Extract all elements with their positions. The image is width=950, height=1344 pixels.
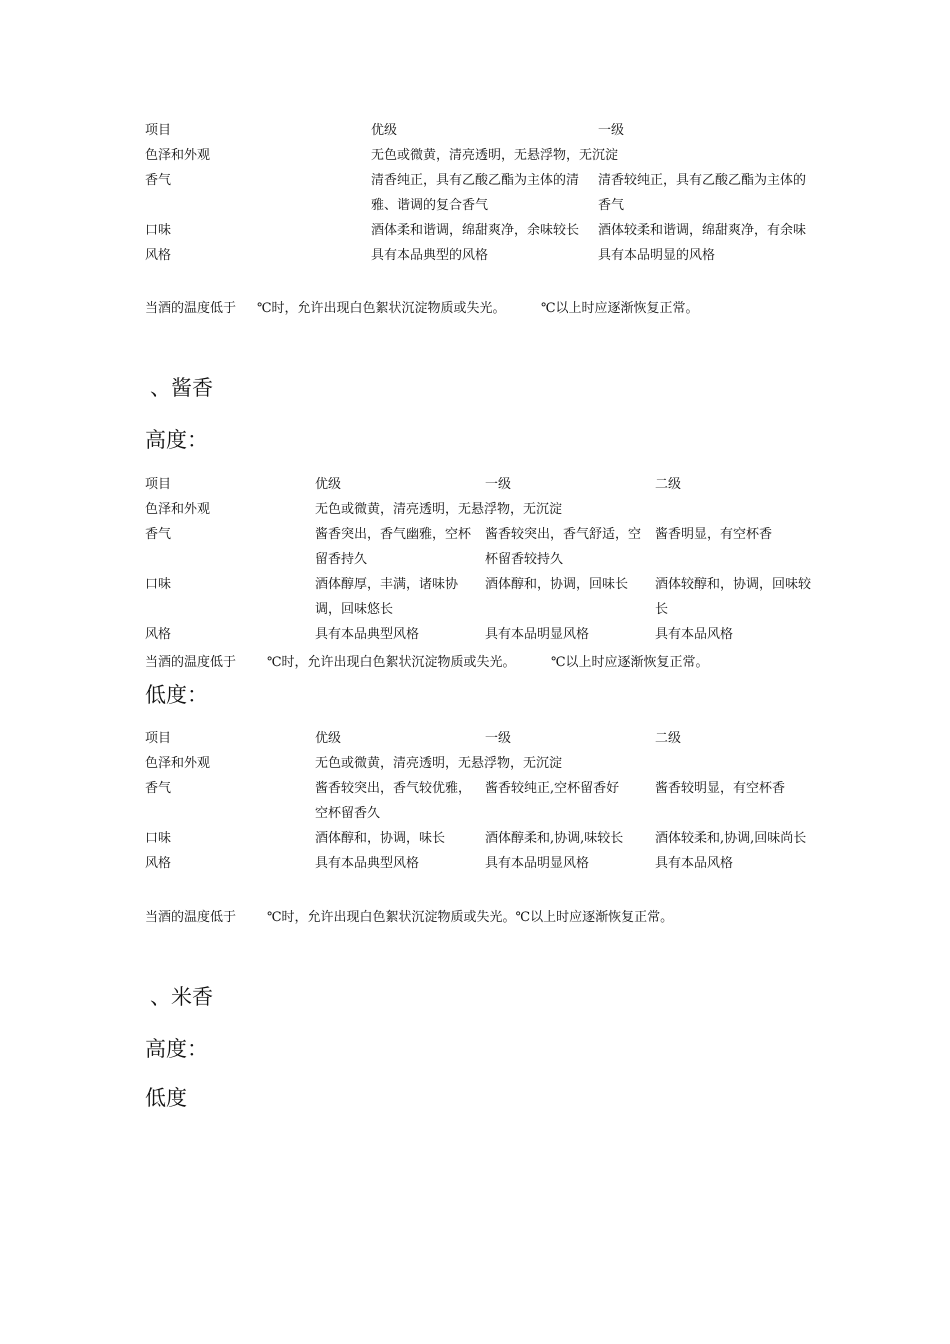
- table-header-row: [145, 472, 825, 497]
- row-grade-superior: 具有本品典型的风格: [371, 248, 489, 263]
- header-grade-first: 一级: [485, 477, 512, 492]
- row-grade-first: 酒体较柔和谐调，绵甜爽净，有余味: [598, 223, 807, 238]
- row-item-label: 风格: [145, 248, 172, 263]
- section-title-jiangxiang: 、酱香: [150, 376, 213, 400]
- header-grade-second: 二级: [655, 731, 682, 746]
- temperature-note: [145, 650, 709, 675]
- temperature-note: [145, 296, 699, 321]
- high-degree-label: 高度：: [145, 1037, 208, 1061]
- row-item-label: 口味: [145, 577, 172, 592]
- row-item-label: 色泽和外观: [145, 148, 211, 163]
- table-row: [145, 776, 825, 826]
- note-part1: 当酒的温度低于: [145, 910, 237, 925]
- row-item-label: 口味: [145, 831, 172, 846]
- header-grade-superior: 优级: [315, 731, 342, 746]
- row-grade-second: 酒体较柔和,协调,回味尚长: [655, 831, 807, 846]
- jiangxiang-low-table: [145, 726, 825, 876]
- row-grade-second: 具有本品风格: [655, 856, 734, 871]
- header-grade-second: 二级: [655, 477, 682, 492]
- table-row: [145, 851, 825, 876]
- note-part2: ℃时，允许出现白色絮状沉淀物质或失光。: [267, 655, 516, 670]
- table-row: [145, 522, 825, 572]
- row-item-label: 口味: [145, 223, 172, 238]
- table-row: [145, 572, 825, 622]
- low-degree-label: 低度: [145, 1086, 187, 1110]
- table-row: [145, 168, 825, 218]
- row-span-value: 无色或微黄，清亮透明，无悬浮物，无沉淀: [371, 148, 619, 163]
- row-grade-superior: 具有本品典型风格: [315, 856, 420, 871]
- row-item-label: 色泽和外观: [145, 502, 211, 517]
- note-part3: ℃以上时应逐渐恢复正常。: [541, 301, 699, 316]
- row-grade-first: 酒体醇和，协调，回味长: [485, 577, 629, 592]
- row-grade-second: 酒体较醇和，协调，回味较长: [655, 577, 812, 617]
- table-row: [145, 826, 825, 851]
- table-header-row: [145, 726, 825, 751]
- note-part1: 当酒的温度低于: [145, 655, 237, 670]
- row-item-label: 香气: [145, 527, 172, 542]
- table-row: [145, 143, 825, 168]
- jiangxiang-high-table: [145, 472, 825, 647]
- note-part1: 当酒的温度低于: [145, 301, 237, 316]
- row-grade-superior: 酒体柔和谐调，绵甜爽净，余味较长: [371, 223, 580, 238]
- header-grade-superior: 优级: [315, 477, 342, 492]
- row-grade-superior: 清香纯正，具有乙酸乙酯为主体的清雅、谐调的复合香气: [371, 173, 580, 213]
- row-grade-superior: 酱香较突出，香气较优雅，空杯留香久: [315, 781, 472, 821]
- row-span-value: 无色或微黄，清亮透明，无悬浮物，无沉淀: [315, 756, 563, 771]
- row-grade-first: 清香较纯正，具有乙酸乙酯为主体的香气: [598, 173, 807, 213]
- row-grade-first: 具有本品明显风格: [485, 856, 590, 871]
- row-item-label: 风格: [145, 627, 172, 642]
- temperature-note: [145, 905, 673, 930]
- table-row: [145, 243, 825, 268]
- table-row: [145, 751, 825, 776]
- header-item: 项目: [145, 477, 172, 492]
- row-item-label: 香气: [145, 173, 172, 188]
- row-grade-first: 酒体醇柔和,协调,味较长: [485, 831, 624, 846]
- row-span-value: 无色或微黄，清亮透明，无悬浮物，无沉淀: [315, 502, 563, 517]
- low-degree-label: 低度：: [145, 683, 208, 707]
- row-item-label: 香气: [145, 781, 172, 796]
- header-grade-first: 一级: [485, 731, 512, 746]
- row-grade-first: 酱香较突出，香气舒适，空杯留香较持久: [485, 527, 642, 567]
- row-grade-first: 酱香较纯正,空杯留香好: [485, 781, 620, 796]
- note-part3: ℃以上时应逐渐恢复正常。: [551, 655, 709, 670]
- row-grade-second: 酱香明显，有空杯香: [655, 527, 773, 542]
- header-item: 项目: [145, 123, 172, 138]
- table-row: [145, 497, 825, 522]
- row-item-label: 风格: [145, 856, 172, 871]
- row-grade-second: 具有本品风格: [655, 627, 734, 642]
- table-header-row: [145, 118, 825, 143]
- row-grade-superior: 具有本品典型风格: [315, 627, 420, 642]
- row-item-label: 色泽和外观: [145, 756, 211, 771]
- high-degree-label: 高度：: [145, 428, 208, 452]
- table-row: [145, 622, 825, 647]
- row-grade-second: 酱香较明显，有空杯香: [655, 781, 786, 796]
- note-part2: ℃时，允许出现白色絮状沉淀物质或失光。: [257, 301, 506, 316]
- section-title-mixiang: 、米香: [150, 985, 213, 1009]
- header-grade-superior: 优级: [371, 123, 398, 138]
- row-grade-superior: 酒体醇厚，丰满，诸味协调，回味悠长: [315, 577, 459, 617]
- note-part2: ℃时，允许出现白色絮状沉淀物质或失光。: [267, 910, 516, 925]
- header-grade-first: 一级: [598, 123, 625, 138]
- note-part3: ℃以上时应逐渐恢复正常。: [515, 910, 674, 925]
- row-grade-superior: 酒体醇和，协调，味长: [315, 831, 446, 846]
- row-grade-first: 具有本品明显风格: [485, 627, 590, 642]
- row-grade-superior: 酱香突出，香气幽雅，空杯留香持久: [315, 527, 472, 567]
- header-item: 项目: [145, 731, 172, 746]
- row-grade-first: 具有本品明显的风格: [598, 248, 716, 263]
- table-row: [145, 218, 825, 243]
- qingxiang-table: [145, 118, 825, 268]
